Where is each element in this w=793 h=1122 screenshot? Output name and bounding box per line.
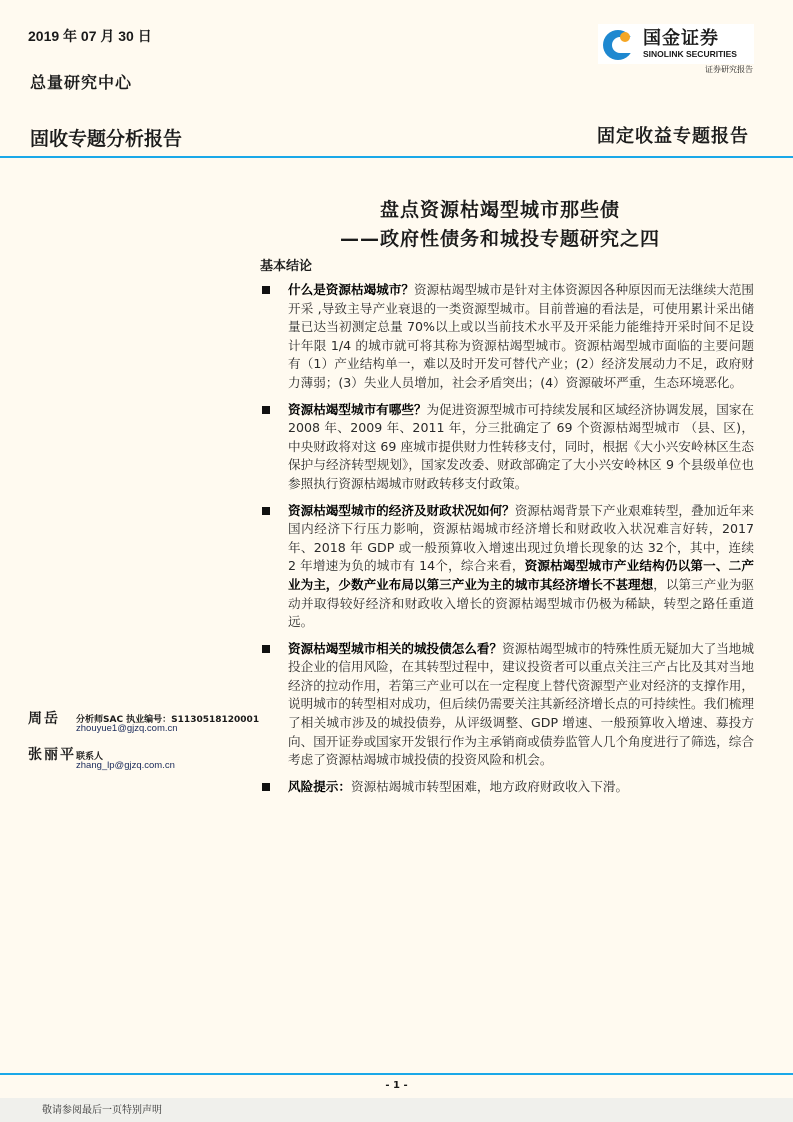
author-name: 张丽平 [28,747,76,763]
bullet-square-icon [262,783,270,791]
section-heading: 基本结论 [260,259,313,274]
bullet-square-icon [262,645,270,653]
bullet-square-icon [262,286,270,294]
bullet-text: 资源枯竭城市转型困难，地方政府财政收入下滑。 [350,778,629,794]
bullet-lead: 资源枯竭型城市的经济及财政状况如何？ [288,502,515,518]
bullet-text: ，以第三产业为驱动并取得较好经济和财政收入增长的资源枯竭型城市仍极为稀缺，转型之路任重道远。 [288,576,755,630]
bullet-lead: 什么是资源枯竭城市？ [288,282,414,297]
report-category: 固定收益专题报告 [597,126,749,147]
author-role: 分析师SAC 执业编号：S1130518120001 [76,715,260,725]
author-email[interactable]: zhang_lp@gjzq.com.cn [76,760,175,771]
company-logo [598,24,754,64]
list-item [262,778,754,797]
bullet-text: 资源枯竭型城市的特殊性质无疑加大了当地城投企业的信用风险，在其转型过程中，建议投资者可以重点关注三产占比及其对当地经济的拉动作用，若第三产业可以在一定程度上替代资源型产业对经济的支撑作用，说明城市的转型相对成功，但后续仍需要关注其新经济增长点的可持续性。我们梳理了相关城市涉及的城投债券，从评级调整、GDP 增速、一般预算收入增速、募投方向、国开证券或国家开发银行作为主承销商或债券监管人几个角度进行了筛选，综合考虑了资源枯竭城市城投债的投资风险和机会。 [288,640,755,768]
page-title: 盘点资源枯竭型城市那些债 [379,199,620,221]
report-date: 2019 年 07 月 30 日 [28,28,152,44]
bullet-square-icon [262,406,270,414]
bullet-text: 资源枯竭背景下产业艰难转型，叠加近年来国内经济下行压力影响，资源枯竭城市经济增长和财政收入状况难言好转，2017 年、2018 年 GDP 或一般预算收入增速出现过负增长现象的达 32个，其中，连续 2 年增速为负的城市有 14个，综合来看， [288,502,755,574]
list-item [262,640,754,770]
page-subtitle: ——政府性债务和城投专题研究之四 [339,228,660,250]
bullet-lead: 资源枯竭型城市相关的城投债怎么看？ [288,640,503,656]
bullet-text: 为促进资源型城市可持续发展和区域经济协调发展，国家在 2008 年、2009 年、2011 年，分三批确定了 69 个资源枯竭型城市 （县、区)，中央财政将对这 69 座城市提供财力性转移支付，同时，根据《大小兴安岭林区生态保护与经济转型规划》，国家发改委、财政部确定了大小兴安岭林区 9 个县级单位也参照执行资源枯竭城市财政转移支付政策。 [288,401,755,491]
report-type: 固收专题分析报告 [30,128,183,150]
list-item [262,281,754,393]
logo-en: SINOLINK SECURITIES [643,49,737,59]
bullet-emphasis: 资源枯竭型城市产业结构仍以第一、二产业为主，少数产业布局以第三产业为主的城市其经济增长不甚理想 [288,558,755,592]
author-name: 周岳 [28,711,60,727]
footer-disclaimer: 敬请参阅最后一页特别声明 [42,1105,162,1116]
research-center: 总量研究中心 [30,73,133,92]
bullet-square-icon [262,507,270,515]
author-role: 联系人 [76,752,104,762]
header-divider [0,156,793,158]
author-email[interactable]: zhouyue1@gjzq.com.cn [76,723,178,734]
bullet-lead: 风险提示： [288,778,351,794]
conclusion-list [262,281,754,804]
page-number: - 1 - [385,1080,408,1091]
bullet-text: 资源枯竭型城市是针对主体资源因各种原因而无法继续大范围开采 ,导致主导产业衰退的一类资源型城市。目前普遍的看法是，可使用累计采出储量已达当初测定总量 70%以上或以当前技术水平及开采能力能维持开采时间不足设计年限 1/4 的城市就可将其称为资源枯竭型城市。资源枯竭型城市面临的主要问题有（1）产业结构单一，难以及时开发可替代产业；(2）经济发展动力不足，政府财力薄弱；(3）失业人员增加，社会矛盾突出；(4）资源破坏严重，生态环境恶化。 [288,282,755,390]
footer-divider [0,1073,793,1075]
list-item [262,502,754,632]
bullet-lead: 资源枯竭型城市有哪些？ [288,401,427,417]
list-item [262,401,754,494]
logo-subtitle: 证券研究报告 [705,65,753,74]
logo-mark-icon [601,26,637,62]
logo-cn: 国金证券 [643,28,719,49]
